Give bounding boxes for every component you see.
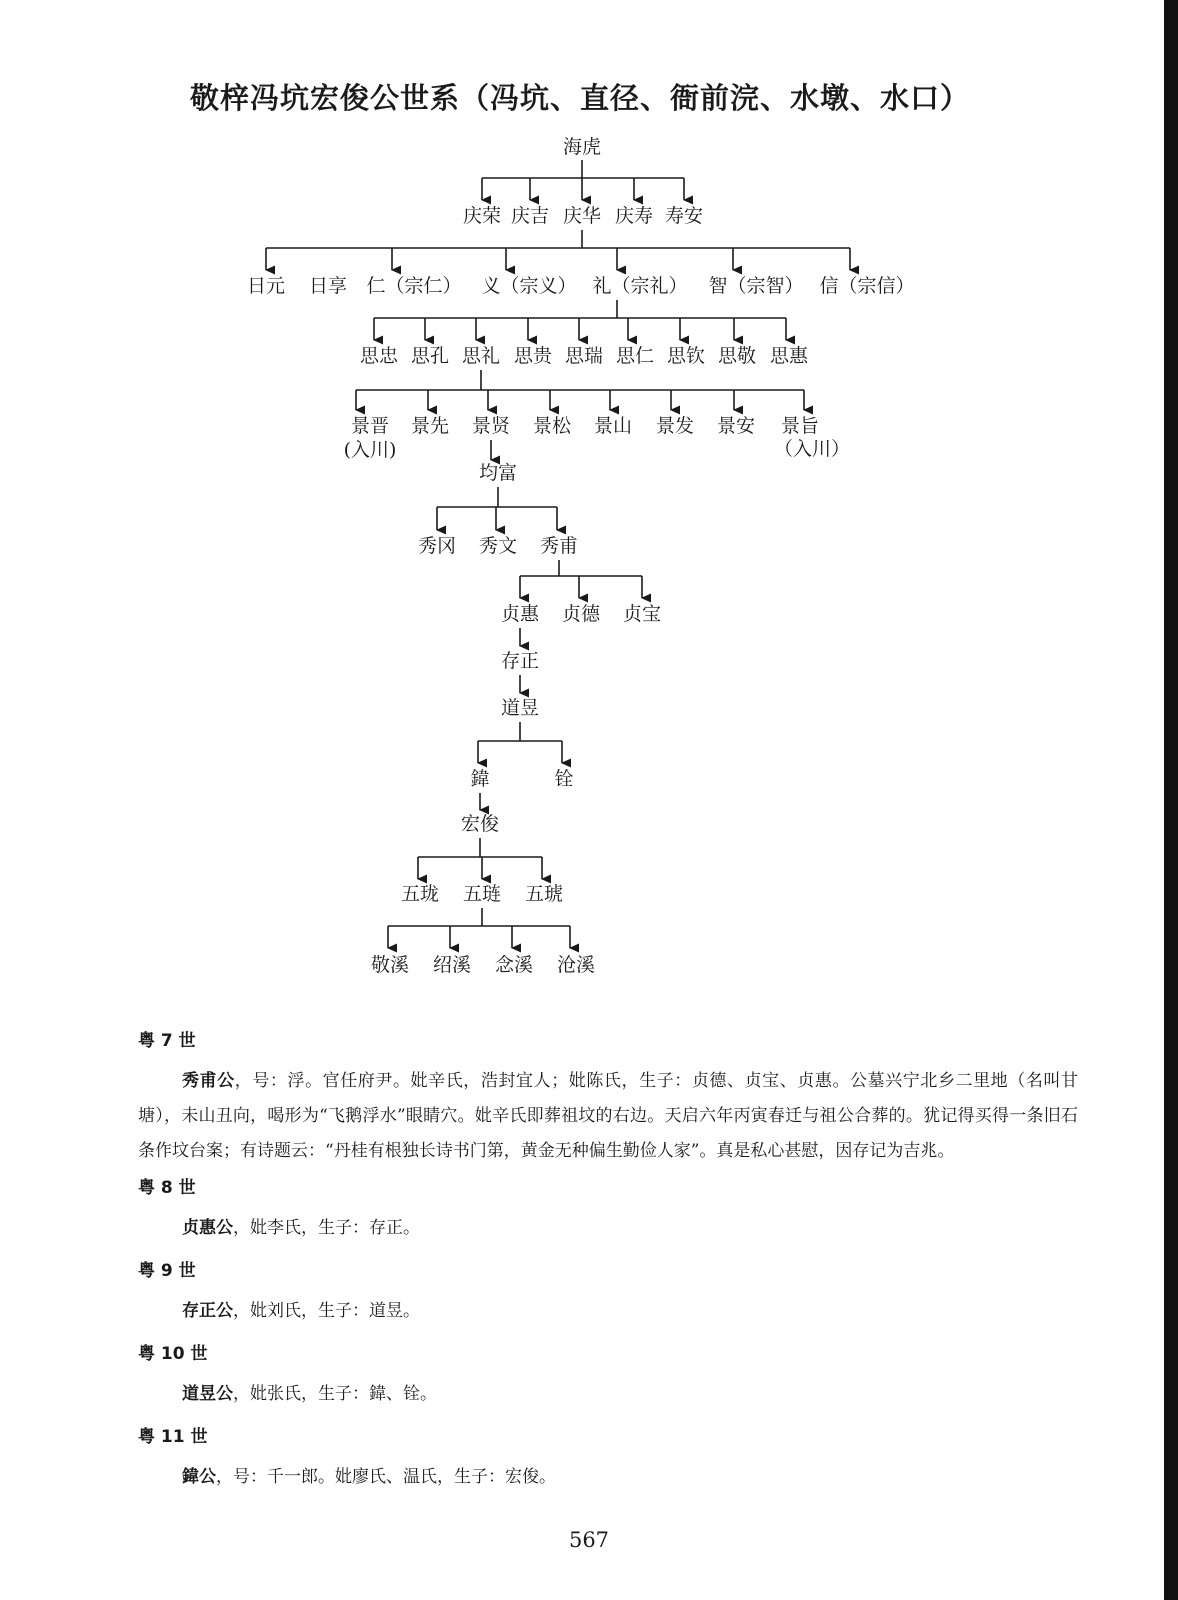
person-label-g6: 均富 xyxy=(478,462,518,484)
person-name: 存正公 xyxy=(182,1301,233,1321)
person-label-g10: 道昱 xyxy=(500,697,540,719)
person-label-g11: 鍏 xyxy=(470,768,490,790)
section-gen-11 xyxy=(138,1426,1078,1495)
person-label-g2: 寿安 xyxy=(664,205,704,227)
person-text: ，号：浮。官任府尹。妣辛氏，浩封宜人；妣陈氏，生子：贞德、贞宝、贞惠。公墓兴宁北乡二里地（名叫甘塘），未山丑向，喝形为“飞鹅浮水”眼睛穴。妣辛氏即葬祖坟的右边。天启六年丙寅春迁与祖公合葬的。犹记得买得一条旧石条作坟台案；有诗题云：“丹桂有根独长诗书门第，黄金无种偏生勤俭人家”。真是私心甚慰，因存记为吉兆。 xyxy=(138,1071,1079,1161)
section-gen-10 xyxy=(138,1343,1078,1412)
person-label-g5: 景安 xyxy=(716,415,756,437)
person-label-g8: 贞惠 xyxy=(500,603,540,625)
person-name: 道昱公 xyxy=(182,1384,233,1404)
person-label-g4: 思忠 xyxy=(359,345,399,367)
person-label-g3: 仁（宗仁） xyxy=(366,275,462,297)
person-label-g13: 五琥 xyxy=(524,883,564,905)
person-label-g14: 绍溪 xyxy=(432,954,472,976)
person-label-g4: 思钦 xyxy=(666,345,706,367)
generation-heading: 粤 8 世 xyxy=(138,1178,196,1198)
person-name: 鍏公 xyxy=(182,1467,216,1487)
person-label-g4: 思敬 xyxy=(717,345,757,367)
person-label-g7: 秀甫 xyxy=(539,535,579,557)
generation-heading: 粤 11 世 xyxy=(138,1427,208,1447)
person-note: (入川) xyxy=(343,439,397,461)
person-text: ，号：千一郎。妣廖氏、温氏，生子：宏俊。 xyxy=(216,1467,556,1487)
person-label-g7: 秀冈 xyxy=(417,535,457,557)
person-label-g3: 礼（宗礼） xyxy=(592,275,688,297)
person-label-g12: 宏俊 xyxy=(460,813,500,835)
person-label-g5: 景先 xyxy=(410,415,450,437)
person-label-g14: 沧溪 xyxy=(556,954,596,976)
generation-heading: 粤 10 世 xyxy=(138,1344,208,1364)
person-label-g4: 思礼 xyxy=(461,345,501,367)
generation-heading: 粤 7 世 xyxy=(138,1031,196,1051)
person-name: 秀甫公 xyxy=(182,1071,235,1091)
page-title: 敬梓冯坑宏俊公世系（冯坑、直径、衙前浣、水墩、水口） xyxy=(190,81,971,115)
person-label-g3: 义（宗义） xyxy=(481,275,577,297)
person-label-g3: 日元 xyxy=(246,275,286,297)
person-label-g5: 景松 xyxy=(532,415,572,437)
person-label-g5: 景贤 xyxy=(471,415,511,437)
person-label-g4: 思瑞 xyxy=(564,345,604,367)
person-label-g5: 景晋 xyxy=(350,415,390,437)
person-label-g4: 思惠 xyxy=(769,345,809,367)
person-text: ，妣张氏，生子：鍏、铨。 xyxy=(233,1384,437,1404)
person-label-g3: 日享 xyxy=(308,275,348,297)
generation-paragraph xyxy=(138,1294,1078,1329)
person-label-g2: 庆寿 xyxy=(614,205,654,227)
person-label-g7: 秀文 xyxy=(478,535,518,557)
person-text: ，妣李氏，生子：存正。 xyxy=(233,1218,420,1238)
person-label-g2: 庆荣 xyxy=(462,205,502,227)
person-label-g14: 念溪 xyxy=(494,954,534,976)
generation-paragraph xyxy=(138,1211,1078,1246)
person-label-g13: 五琏 xyxy=(462,883,502,905)
person-name: 贞惠公 xyxy=(182,1218,233,1238)
generation-paragraph xyxy=(138,1460,1078,1495)
person-label-g14: 敬溪 xyxy=(370,954,410,976)
person-label-g5: 景山 xyxy=(593,415,633,437)
person-label-g4: 思仁 xyxy=(615,345,655,367)
generation-notes xyxy=(138,1030,1078,1509)
person-label-g4: 思孔 xyxy=(410,345,450,367)
person-label-g8: 贞宝 xyxy=(622,603,662,625)
section-gen-7 xyxy=(138,1030,1078,1169)
person-label-g4: 思贵 xyxy=(513,345,553,367)
section-gen-8 xyxy=(138,1177,1078,1246)
person-label-g5: 景旨 xyxy=(780,415,820,437)
person-label-g8: 贞德 xyxy=(561,603,601,625)
person-label-g2: 庆华 xyxy=(562,205,602,227)
person-label-g3: 信（宗信） xyxy=(819,275,915,297)
generation-paragraph xyxy=(138,1064,1078,1169)
person-note: （入川） xyxy=(773,438,851,460)
person-label-g2: 庆吉 xyxy=(510,205,550,227)
person-label-g13: 五珑 xyxy=(400,883,440,905)
generation-paragraph xyxy=(138,1377,1078,1412)
person-label-g11: 铨 xyxy=(554,768,574,790)
generation-heading: 粤 9 世 xyxy=(138,1261,196,1281)
page-number: 567 xyxy=(568,1528,610,1552)
person-label-g5: 景发 xyxy=(655,415,695,437)
person-text: ，妣刘氏，生子：道昱。 xyxy=(233,1301,420,1321)
person-label-g3: 智（宗智） xyxy=(708,275,804,297)
person-label-g1: 海虎 xyxy=(562,136,602,158)
person-label-g9: 存正 xyxy=(500,650,540,672)
section-gen-9 xyxy=(138,1260,1078,1329)
